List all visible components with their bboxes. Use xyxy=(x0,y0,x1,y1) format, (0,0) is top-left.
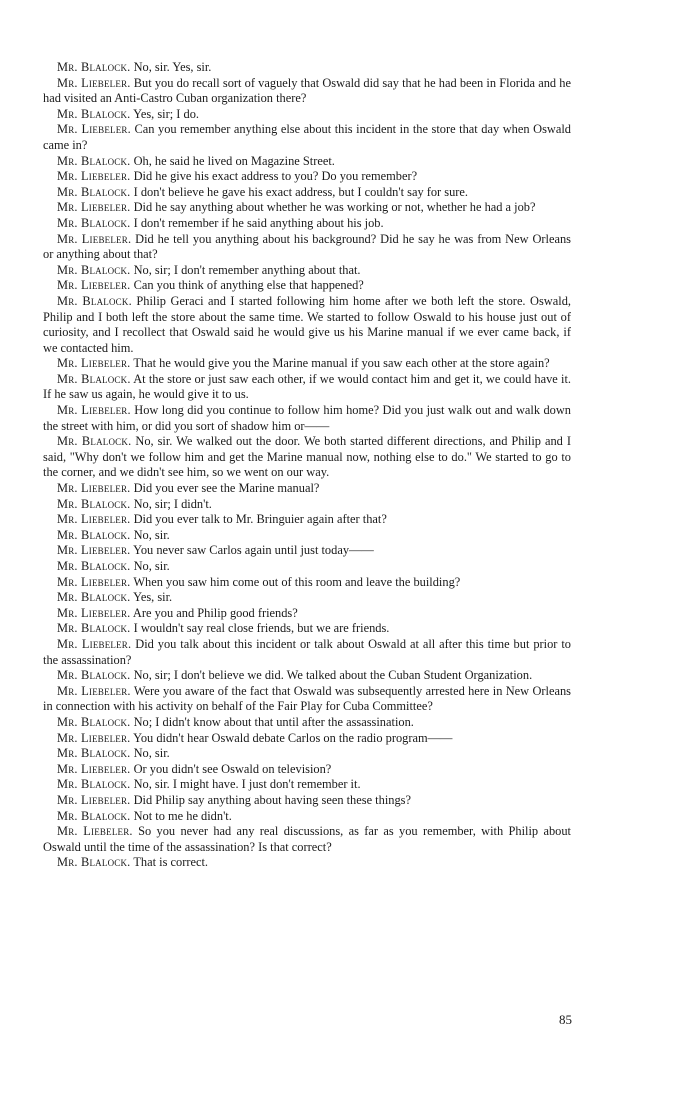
transcript-paragraph xyxy=(43,590,571,606)
speaker-name: Mr. Liebeler. xyxy=(57,605,131,620)
transcript-paragraph xyxy=(43,746,571,762)
spoken-text: When you saw him come out of this room and leave the building? xyxy=(133,574,461,589)
transcript-paragraph xyxy=(43,575,571,591)
speaker-name: Mr. Liebeler. xyxy=(57,683,131,698)
transcript-paragraph xyxy=(43,684,571,715)
spoken-text: No; I didn't know about that until after the assassination. xyxy=(133,714,414,729)
transcript-paragraph xyxy=(43,731,571,747)
speaker-name: Mr. Blalock. xyxy=(57,559,131,573)
spoken-text: No, sir; I don't remember anything about that. xyxy=(133,262,361,277)
transcript-paragraph xyxy=(43,809,571,825)
speaker-name: Mr. Liebeler. xyxy=(57,512,131,527)
transcript-paragraph xyxy=(43,793,571,809)
speaker-name: Mr. Blalock. xyxy=(57,855,131,870)
transcript-paragraph xyxy=(43,263,571,279)
spoken-text: How long did you continue to follow him home? Did you just walk out and walk down the street with him, or did you sort of shadow him or—— xyxy=(43,403,572,433)
transcript-paragraph xyxy=(43,122,571,153)
transcript-paragraph xyxy=(43,169,571,185)
transcript-paragraph xyxy=(43,107,571,123)
transcript-paragraph xyxy=(43,621,571,637)
speaker-name: Mr. Blalock. xyxy=(57,434,132,449)
spoken-text: I wouldn't say real close friends, but we are friends. xyxy=(133,621,390,636)
speaker-name: Mr. Liebeler. xyxy=(57,543,131,558)
spoken-text: Can you think of anything else that happened? xyxy=(133,278,364,293)
speaker-name: Mr. Liebeler. xyxy=(57,636,132,651)
transcript-paragraph xyxy=(43,434,571,481)
speaker-name: Mr. Liebeler. xyxy=(57,200,131,215)
speaker-name: Mr. Blalock. xyxy=(57,777,131,792)
spoken-text: I don't believe he gave his exact address, but I couldn't say for sure. xyxy=(133,184,469,199)
spoken-text: Did he tell you anything about his background? Did he say he was from New Orleans or anything about that? xyxy=(43,231,571,262)
speaker-name: Mr. Blalock. xyxy=(57,496,131,511)
transcript-paragraph xyxy=(43,559,571,575)
speaker-name: Mr. Blalock. xyxy=(57,153,131,168)
spoken-text: No, sir. We walked out the door. We both started different directions, and Philip and I said, "Why don't we follow him and get the Marine manual now, nothing else to do." We started to go to the corner, and we didn't see him, so we went on our way. xyxy=(43,434,571,480)
speaker-name: Mr. Blalock. xyxy=(57,621,131,636)
spoken-text: Oh, he said he lived on Magazine Street. xyxy=(133,153,335,168)
speaker-name: Mr. Blalock. xyxy=(57,808,131,823)
speaker-name: Mr. Blalock. xyxy=(57,714,131,729)
transcript-body xyxy=(43,60,571,871)
spoken-text: No, sir; I didn't. xyxy=(133,496,212,511)
spoken-text: At the store or just saw each other, if we would contact him and get it, we could have it. If he saw us again, he would give it to us. xyxy=(43,371,571,402)
speaker-name: Mr. Blalock. xyxy=(57,371,131,386)
spoken-text: Or you didn't see Oswald on television? xyxy=(133,761,332,776)
transcript-paragraph xyxy=(43,60,571,76)
spoken-text: You never saw Carlos again until just today—— xyxy=(133,543,374,558)
spoken-text: No, sir. xyxy=(133,746,170,761)
speaker-name: Mr. Liebeler. xyxy=(57,481,131,496)
spoken-text: Did you ever talk to Mr. Bringuier again after that? xyxy=(133,512,387,527)
speaker-name: Mr. Blalock. xyxy=(57,184,131,199)
transcript-paragraph xyxy=(43,232,571,263)
transcript-paragraph xyxy=(43,528,571,544)
speaker-name: Mr. Liebeler. xyxy=(57,75,131,90)
speaker-name: Mr. Blalock. xyxy=(57,215,131,230)
speaker-name: Mr. Liebeler. xyxy=(57,169,131,184)
speaker-name: Mr. Blalock. xyxy=(57,668,131,683)
transcript-paragraph xyxy=(43,824,571,855)
speaker-name: Mr. Blalock. xyxy=(57,590,131,605)
speaker-name: Mr. Blalock. xyxy=(57,746,131,761)
spoken-text: Yes, sir; I do. xyxy=(133,106,199,121)
transcript-paragraph xyxy=(43,512,571,528)
speaker-name: Mr. Blalock. xyxy=(57,262,131,277)
speaker-name: Mr. Liebeler. xyxy=(57,356,131,371)
spoken-text: No, sir. xyxy=(133,559,170,573)
transcript-paragraph xyxy=(43,294,571,356)
speaker-name: Mr. Blalock. xyxy=(57,527,131,542)
spoken-text: But you do recall sort of vaguely that Oswald did say that he had been in Florida and he had visited an Anti-Castro Cuban organization there? xyxy=(43,75,571,106)
transcript-paragraph xyxy=(43,668,571,684)
spoken-text: Can you remember anything else about this incident in the store that day when Oswald came in? xyxy=(43,122,571,152)
transcript-paragraph xyxy=(43,372,571,403)
page-number: 85 xyxy=(559,1012,572,1027)
spoken-text: I don't remember if he said anything about his job. xyxy=(133,215,384,230)
transcript-paragraph xyxy=(43,543,571,559)
spoken-text: Were you aware of the fact that Oswald was subsequently arrested here in New Orleans in connection with his activity on behalf of the Fair Play for Cuba Committee? xyxy=(43,683,571,714)
spoken-text: No, sir. Yes, sir. xyxy=(133,60,212,74)
speaker-name: Mr. Liebeler. xyxy=(57,231,132,246)
spoken-text: That is correct. xyxy=(133,855,209,870)
speaker-name: Mr. Liebeler. xyxy=(57,792,131,807)
speaker-name: Mr. Liebeler. xyxy=(57,761,131,776)
spoken-text: No, sir. xyxy=(133,527,170,542)
transcript-paragraph xyxy=(43,855,571,871)
spoken-text: Did Philip say anything about having seen these things? xyxy=(133,792,411,807)
transcript-paragraph xyxy=(43,216,571,232)
spoken-text: Philip Geraci and I started following him home after we both left the store. Oswald, Philip and I both left the store about the same time. We started to follow Oswald to his house just out of curiosity, and I recollect that Oswald said he would give us his Marine manual if we ever came back, if we contacted him. xyxy=(43,293,571,355)
spoken-text: Yes, sir. xyxy=(133,590,173,605)
transcript-paragraph xyxy=(43,481,571,497)
transcript-paragraph xyxy=(43,356,571,372)
speaker-name: Mr. Blalock. xyxy=(57,60,131,74)
speaker-name: Mr. Liebeler. xyxy=(57,824,133,839)
transcript-paragraph xyxy=(43,76,571,107)
transcript-paragraph xyxy=(43,606,571,622)
spoken-text: You didn't hear Oswald debate Carlos on the radio program—— xyxy=(133,730,453,745)
transcript-paragraph xyxy=(43,715,571,731)
speaker-name: Mr. Blalock. xyxy=(57,106,131,121)
transcript-paragraph xyxy=(43,154,571,170)
spoken-text: So you never had any real discussions, as far as you remember, with Philip about Oswald until the time of the assassination? Is that correct? xyxy=(43,824,571,854)
transcript-paragraph xyxy=(43,777,571,793)
speaker-name: Mr. Liebeler. xyxy=(57,122,131,137)
transcript-paragraph xyxy=(43,403,571,434)
spoken-text: Did he give his exact address to you? Do you remember? xyxy=(133,169,418,184)
spoken-text: Did he say anything about whether he was working or not, whether he had a job? xyxy=(133,200,536,215)
spoken-text: That he would give you the Marine manual if you saw each other at the store again? xyxy=(133,356,550,371)
spoken-text: No, sir; I don't believe we did. We talked about the Cuban Student Organization. xyxy=(133,668,533,683)
spoken-text: Did you talk about this incident or talk about Oswald at all after this time but prior to the assassination? xyxy=(43,636,571,667)
spoken-text: Not to me he didn't. xyxy=(133,808,232,823)
transcript-paragraph xyxy=(43,497,571,513)
spoken-text: No, sir. I might have. I just don't remember it. xyxy=(133,777,361,792)
speaker-name: Mr. Liebeler. xyxy=(57,574,131,589)
transcript-paragraph xyxy=(43,185,571,201)
transcript-paragraph xyxy=(43,762,571,778)
transcript-paragraph xyxy=(43,200,571,216)
speaker-name: Mr. Liebeler. xyxy=(57,278,131,293)
speaker-name: Mr. Liebeler. xyxy=(57,403,131,418)
speaker-name: Mr. Blalock. xyxy=(57,293,132,308)
spoken-text: Are you and Philip good friends? xyxy=(132,605,298,620)
transcript-paragraph xyxy=(43,637,571,668)
speaker-name: Mr. Liebeler. xyxy=(57,730,131,745)
transcript-paragraph xyxy=(43,278,571,294)
spoken-text: Did you ever see the Marine manual? xyxy=(133,481,320,496)
